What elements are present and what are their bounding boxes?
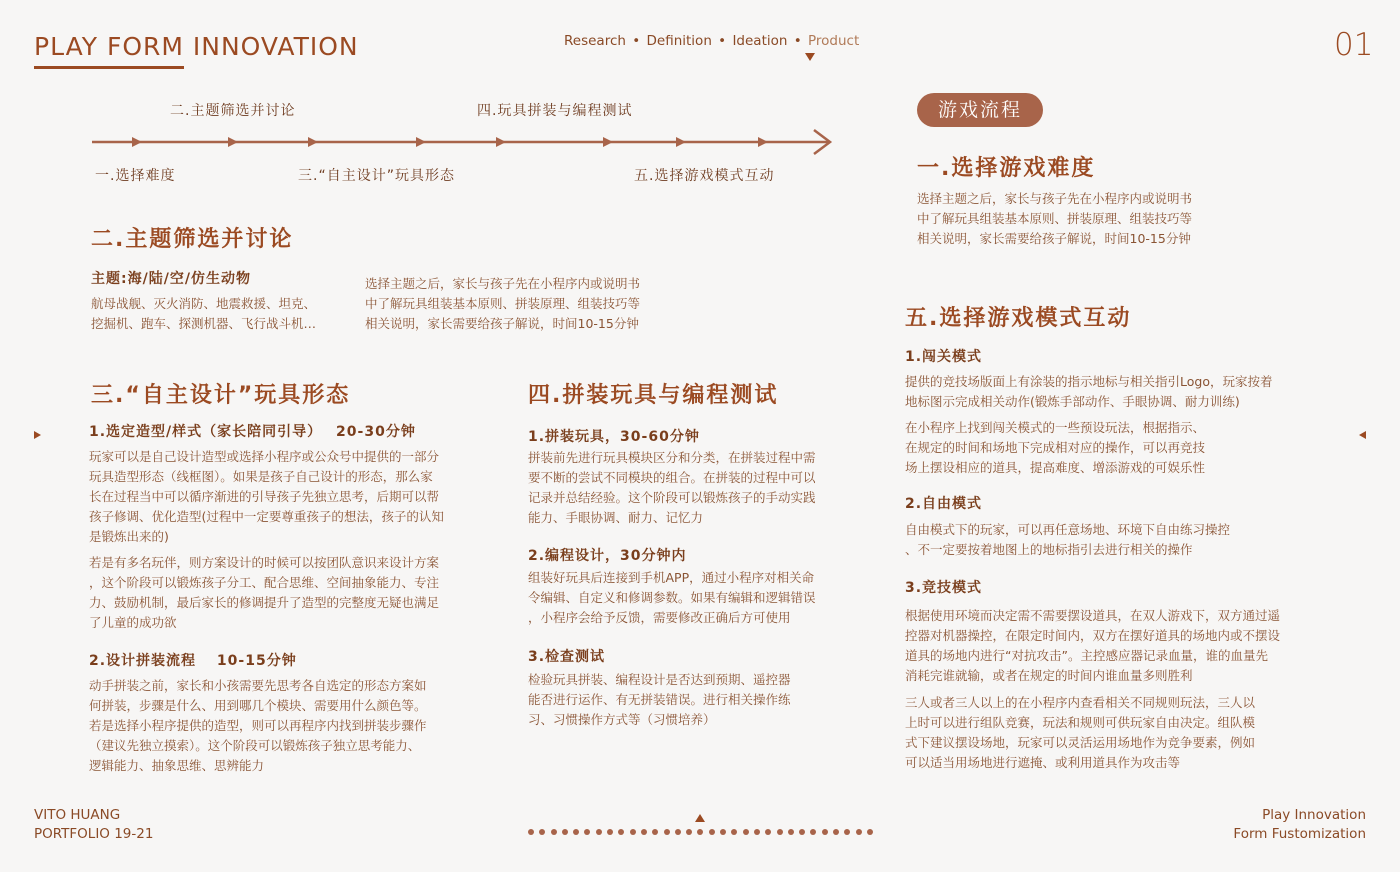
theme-text: 航母战舰、灭火消防、地震救援、坦克、 挖掘机、跑车、探测机器、飞行战斗机… bbox=[91, 296, 317, 331]
mode-3-p2: 三人或者三人以上的在小程序内查看相关不同规则玩法，三人以 上时可以进行组队竞赛，玩法和规则可供玩家自由决定。组队模 式下建议摆设场地，玩家可以灵活运用场地作为竞争要素，例如 可以适当用场地进行遮掩、或利用道具作为攻击等 bbox=[905, 695, 1256, 770]
section-4-p3: 检验玩具拼装、编程设计是否达到预期、遥控器 能否进行运作、有无拼装错误。进行相关操作练 习、习惯操作方式等（习惯培养） bbox=[528, 672, 791, 727]
dot-icon bbox=[720, 829, 726, 835]
footer-left: VITO HUANG PORTFOLIO 19-21 bbox=[34, 807, 154, 842]
nav-research[interactable]: Research bbox=[564, 33, 626, 49]
section-2-desc: 选择主题之后，家长与孩子先在小程序内或说明书 中了解玩具组装基本原则、拼装原理、组装技巧等 相关说明，家长需要给孩子解说，时间10-15分钟 bbox=[365, 276, 641, 331]
mode-1-title: 1.闯关模式 bbox=[905, 349, 983, 365]
page-number: 01 bbox=[1334, 27, 1374, 63]
dot-icon bbox=[652, 829, 658, 835]
breadcrumb-nav: Research • Definition • Ideation • Product bbox=[564, 33, 860, 49]
dot-icon bbox=[607, 829, 613, 835]
mode-1-p1: 提供的竞技场版面上有涂装的指示地标与相关指引Logo，玩家按着 地标图示完成相关动作(锻炼手部动作、手眼协调、耐力训练) bbox=[905, 374, 1273, 409]
theme-label: 主题:海/陆/空/仿生动物 bbox=[91, 271, 251, 287]
section-3-sub-1: 1.选定造型/样式（家长陪同引导） 20-30分钟 bbox=[89, 424, 416, 440]
dot-icon bbox=[867, 829, 873, 835]
section-4-sub-1: 1.拼装玩具，30-60分钟 bbox=[528, 429, 700, 445]
brand-underline bbox=[34, 66, 184, 69]
section-4-sub-2: 2.编程设计，30分钟内 bbox=[528, 548, 687, 564]
section-4-p1: 拼装前先进行玩具模块区分和分类，在拼装过程中需 要不断的尝试不同模块的组合。在拼装的过程中可以 记录并总结经验。这个阶段可以锻炼孩子的手动实践 能力、手眼协调、耐力、记忆力 bbox=[528, 450, 816, 525]
timeline-arrow bbox=[90, 128, 835, 156]
dot-icon bbox=[777, 829, 783, 835]
section-4-title: 四.拼装玩具与编程测试 bbox=[528, 383, 779, 408]
page-indicator-icon bbox=[695, 814, 705, 822]
dot-icon bbox=[618, 829, 624, 835]
dot-icon bbox=[765, 829, 771, 835]
nav-ideation[interactable]: Ideation bbox=[732, 33, 788, 49]
dot-icon bbox=[528, 829, 534, 835]
dot-icon bbox=[539, 829, 545, 835]
timeline-step-2: 二.主题筛选并讨论 bbox=[170, 103, 296, 119]
section-4-sub-3: 3.检查测试 bbox=[528, 649, 606, 665]
dot-icon bbox=[844, 829, 850, 835]
section-3-sub-2: 2.设计拼装流程 10-15分钟 bbox=[89, 653, 297, 669]
mode-2-title: 2.自由模式 bbox=[905, 496, 983, 512]
dot-icon bbox=[822, 829, 828, 835]
timeline-step-5: 五.选择游戏模式互动 bbox=[634, 168, 775, 184]
game-flow-badge: 游戏流程 bbox=[917, 93, 1043, 127]
dot-icon bbox=[833, 829, 839, 835]
previous-page-icon[interactable] bbox=[34, 431, 41, 439]
dot-icon bbox=[641, 829, 647, 835]
mode-3-p1: 根据使用环境而决定需不需要摆设道具，在双人游戏下，双方通过遥 控器对机器操控，在限定时间内，双方在摆好道具的场地内或不摆设 道具的场地内进行“对抗攻击”。主控感应器记录血量，谁的血量先 消耗完谁就输，或者在规定的时间内谁血量多则胜利 bbox=[905, 608, 1281, 683]
right-section-5-title: 五.选择游戏模式互动 bbox=[905, 306, 1132, 331]
mode-1-p2: 在小程序上找到闯关模式的一些预设玩法，根据指示、 在规定的时间和场地下完成相对应的操作，可以再竞技 场上摆设相应的道具，提高难度、增添游戏的可娱乐性 bbox=[905, 420, 1206, 475]
nav-product[interactable]: Product bbox=[808, 33, 860, 49]
page-dots bbox=[528, 829, 873, 835]
dot-icon bbox=[675, 829, 681, 835]
right-section-1-text: 选择主题之后，家长与孩子先在小程序内或说明书 中了解玩具组装基本原则、拼装原理、组装技巧等 相关说明，家长需要给孩子解说，时间10-15分钟 bbox=[917, 191, 1193, 246]
dot-icon bbox=[573, 829, 579, 835]
timeline-step-4: 四.玩具拼装与编程测试 bbox=[477, 103, 633, 119]
section-3-p3: 动手拼装之前，家长和小孩需要先思考各自选定的形态方案如 何拼装，步骤是什么、用到哪几个模块、需要用什么颜色等。 若是选择小程序提供的造型，则可以再程序内找到拼装步骤作 （建议先独立摸索）。这个阶段可以锻炼孩子独立思考能力、 逻辑能力、抽象思维、思辨能力 bbox=[89, 678, 427, 773]
section-3-p1: 玩家可以是自己设计造型或选择小程序或公众号中提供的一部分 玩具造型形态（线框图）。如果是孩子自己设计的形态，那么家 长在过程当中可以循序渐进的引导孩子先独立思考，后期可以帮 孩子修调、优化造型(过程中一定要尊重孩子的想法，孩子的认知 是锻炼出来的) bbox=[89, 449, 444, 544]
section-3-title: 三.“自主设计”玩具形态 bbox=[91, 383, 351, 408]
dot-icon bbox=[596, 829, 602, 835]
dot-icon bbox=[788, 829, 794, 835]
dot-icon bbox=[562, 829, 568, 835]
timeline-step-1: 一.选择难度 bbox=[95, 168, 176, 184]
mode-3-title: 3.竞技模式 bbox=[905, 580, 983, 596]
dot-icon bbox=[664, 829, 670, 835]
dot-icon bbox=[709, 829, 715, 835]
dot-icon bbox=[731, 829, 737, 835]
footer-right: Play Innovation Form Fustomization bbox=[1233, 807, 1366, 842]
current-nav-indicator-icon bbox=[805, 53, 815, 61]
dot-icon bbox=[810, 829, 816, 835]
dot-icon bbox=[754, 829, 760, 835]
right-section-1-title: 一.选择游戏难度 bbox=[917, 156, 1096, 181]
section-2-title: 二.主题筛选并讨论 bbox=[91, 227, 294, 252]
dot-icon bbox=[686, 829, 692, 835]
dot-icon bbox=[584, 829, 590, 835]
dot-icon bbox=[697, 829, 703, 835]
mode-2-p: 自由模式下的玩家，可以再任意场地、环境下自由练习操控 、不一定要按着地图上的地标指引去进行相关的操作 bbox=[905, 522, 1231, 557]
dot-icon bbox=[743, 829, 749, 835]
section-3-p2: 若是有多名玩伴，则方案设计的时候可以按团队意识来设计方案 ，这个阶段可以锻炼孩子分工、配合思维、空间抽象能力、专注 力、鼓励机制，最后家长的修调提升了造型的完整度无疑也满足 了儿童的成功欲 bbox=[89, 555, 440, 630]
dot-icon bbox=[856, 829, 862, 835]
nav-definition[interactable]: Definition bbox=[646, 33, 712, 49]
timeline-step-3: 三.“自主设计”玩具形态 bbox=[298, 168, 455, 184]
dot-icon bbox=[799, 829, 805, 835]
dot-icon bbox=[551, 829, 557, 835]
next-page-icon[interactable] bbox=[1359, 431, 1366, 439]
brand-title: PLAY FORM INNOVATION bbox=[34, 32, 359, 61]
section-4-p2: 组装好玩具后连接到手机APP，通过小程序对相关命 令编辑、自定义和修调参数。如果有编辑和逻辑错误 ，小程序会给予反馈，需要修改正确后方可使用 bbox=[528, 570, 816, 625]
dot-icon bbox=[630, 829, 636, 835]
